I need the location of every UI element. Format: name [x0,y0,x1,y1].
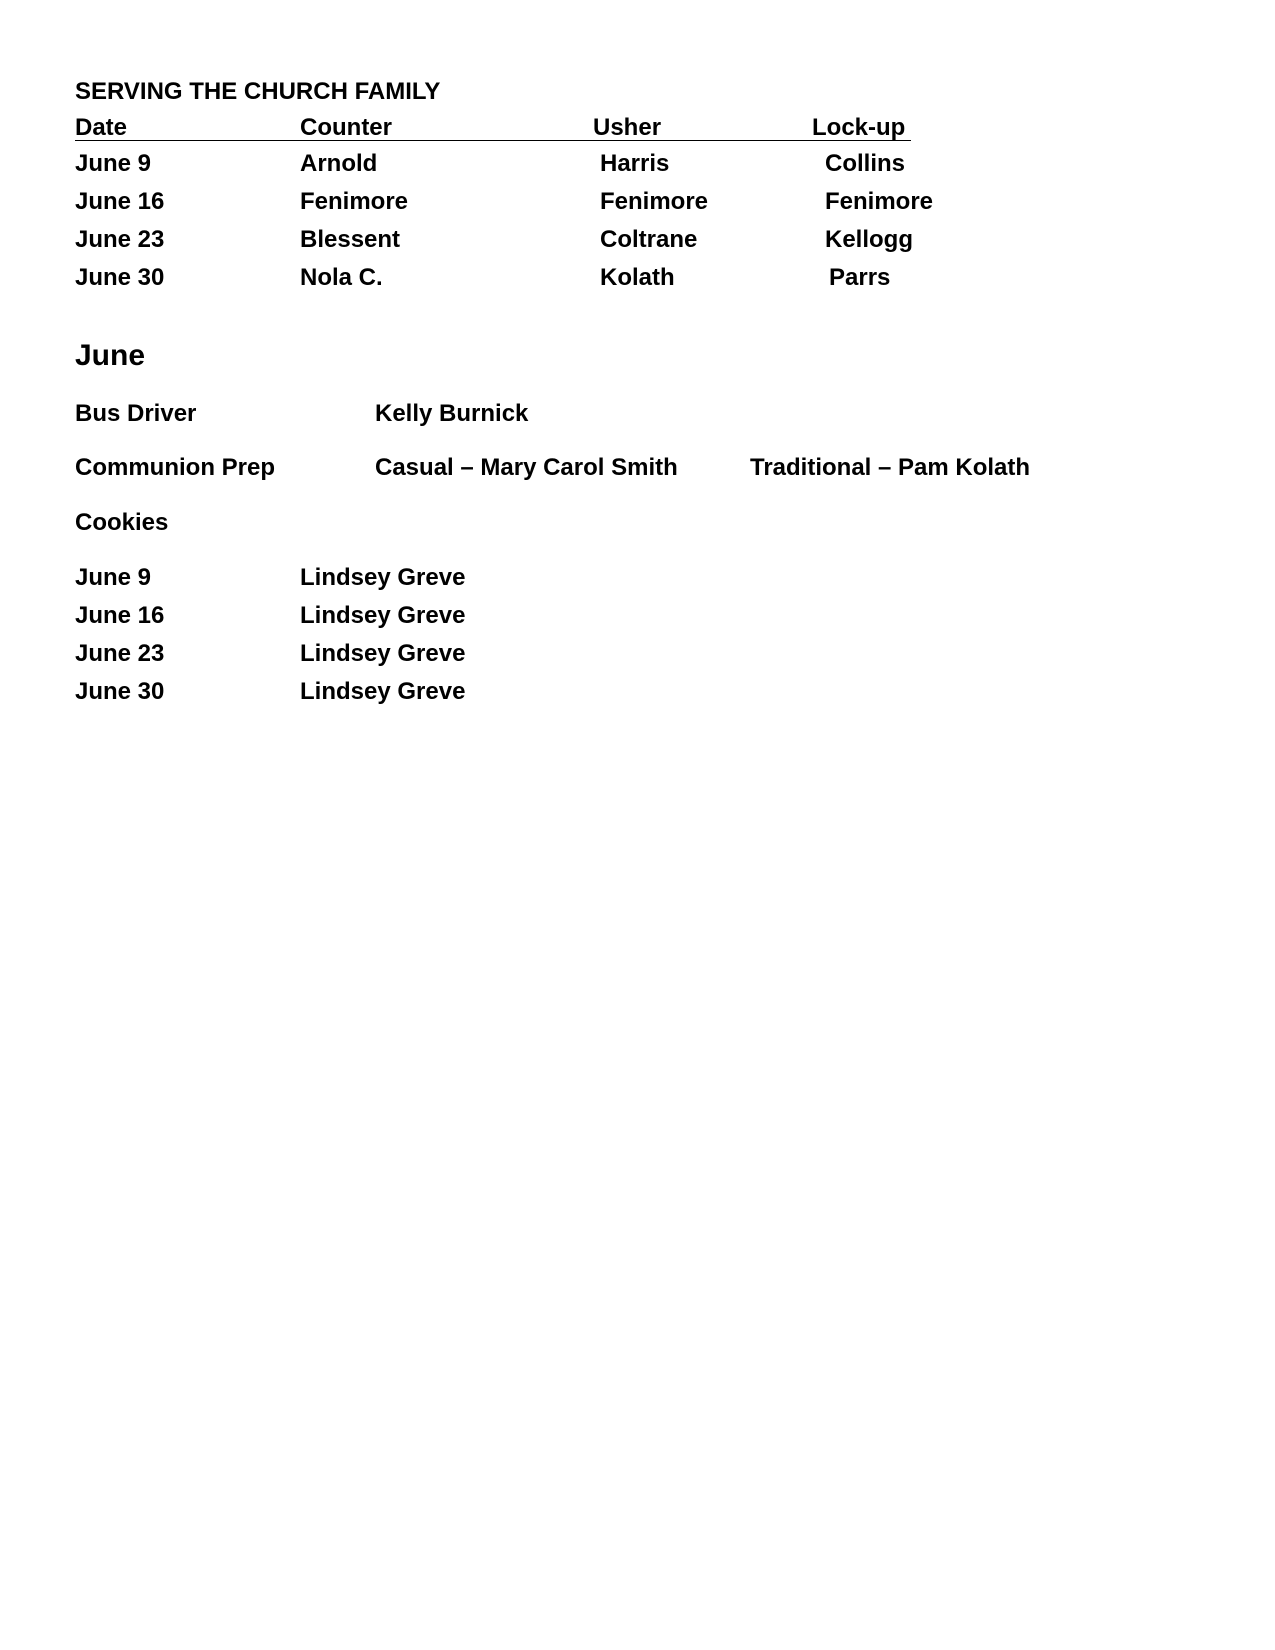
header-underline [75,140,911,141]
schedule-date: June 9 [75,150,152,177]
cookies-name: Lindsey Greve [300,602,466,629]
cookies-date: June 23 [75,640,165,667]
cookies-name: Lindsey Greve [300,640,466,667]
communion-prep-label: Communion Prep [75,454,276,481]
schedule-date: June 23 [75,226,165,253]
schedule-counter: Blessent [300,226,401,253]
header-lockup: Lock-up [812,114,906,141]
schedule-counter: Nola C. [300,264,383,291]
schedule-lockup: Kellogg [825,226,913,253]
schedule-date: June 16 [75,188,165,215]
cookies-date: June 30 [75,678,165,705]
bus-driver-label: Bus Driver [75,400,197,427]
schedule-lockup: Parrs [829,264,891,291]
schedule-lockup: Collins [825,150,906,177]
cookies-date: June 9 [75,564,152,591]
schedule-lockup: Fenimore [825,188,934,215]
cookies-name: Lindsey Greve [300,564,466,591]
cookies-label: Cookies [75,509,169,536]
schedule-usher: Coltrane [600,226,698,253]
schedule-usher: Kolath [600,264,675,291]
bus-driver-name: Kelly Burnick [375,400,529,427]
cookies-name: Lindsey Greve [300,678,466,705]
month-heading: June [75,339,146,372]
cookies-date: June 16 [75,602,165,629]
communion-prep-traditional: Traditional – Pam Kolath [750,454,1031,481]
page-title: SERVING THE CHURCH FAMILY [75,78,441,105]
header-usher: Usher [593,114,662,141]
schedule-date: June 30 [75,264,165,291]
schedule-usher: Harris [600,150,670,177]
communion-prep-casual: Casual – Mary Carol Smith [375,454,678,481]
schedule-usher: Fenimore [600,188,709,215]
schedule-counter: Arnold [300,150,378,177]
schedule-counter: Fenimore [300,188,409,215]
header-counter: Counter [300,114,392,141]
header-date: Date [75,114,128,141]
